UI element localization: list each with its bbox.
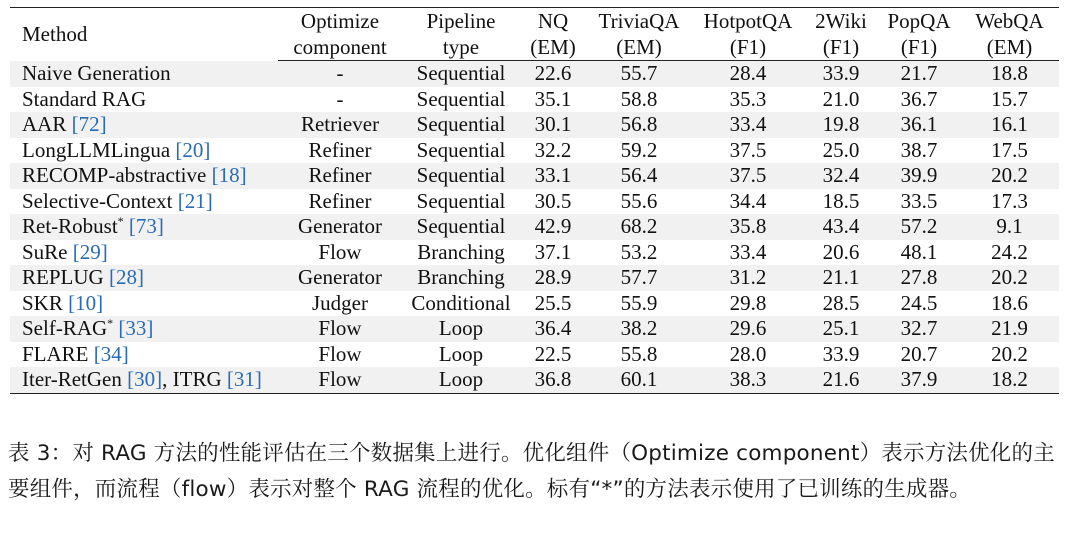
score-cell: 37.1 [534, 239, 572, 264]
pipeline-cell: Sequential [402, 163, 520, 189]
citation-bracket: ] [205, 188, 213, 213]
pipeline-cell: Branching [417, 239, 505, 264]
score-cell: 17.3 [991, 188, 1028, 213]
score-cell: 25.1 [804, 316, 878, 342]
column-header-sub: (EM) [960, 34, 1059, 61]
trained-generator-mark: * [107, 316, 114, 330]
score-cell: 33.4 [729, 239, 767, 264]
table-row [10, 240, 1059, 266]
citation-link: 28 [115, 265, 137, 289]
pipeline-cell: Conditional [411, 290, 511, 315]
score-cell: 35.3 [729, 86, 767, 111]
column-header-sub: component [278, 34, 402, 61]
method-name-extra: , ITRG [162, 367, 222, 391]
table-row [10, 342, 1059, 368]
citation-bracket: [ [128, 214, 136, 238]
citation-link: 34 [100, 341, 122, 366]
column-header-sub: (EM) [586, 34, 692, 61]
score-cell: 34.4 [729, 188, 767, 213]
citation-link: 72 [78, 112, 100, 136]
citation-bracket: ] [254, 367, 262, 391]
component-cell: Judger [312, 290, 368, 315]
method-cell [10, 163, 278, 189]
method-name: Standard RAG [22, 86, 147, 111]
component-cell: Refiner [308, 188, 372, 213]
table-row [10, 291, 1059, 317]
score-cell: 20.7 [900, 341, 938, 366]
score-cell: 43.4 [804, 214, 878, 240]
column-header-sub: (EM) [520, 34, 586, 61]
citation-bracket: ] [155, 367, 163, 391]
score-cell: 33.5 [900, 188, 938, 213]
citation-link: 18 [218, 163, 240, 187]
citation-link: 30 [134, 367, 156, 391]
method-cell [10, 240, 278, 266]
score-cell: 30.1 [520, 112, 586, 138]
component-cell: Flow [278, 367, 402, 393]
citation-bracket: ] [96, 290, 104, 315]
score-cell: 9.1 [960, 214, 1059, 240]
score-cell: 21.6 [804, 367, 878, 393]
method-cell [10, 112, 278, 138]
pipeline-cell: Sequential [416, 137, 506, 162]
component-cell: Generator [278, 214, 402, 240]
citation-bracket: [ [108, 265, 116, 289]
citation-bracket: [ [226, 367, 234, 391]
citation-bracket: [ [177, 188, 185, 213]
citation-link: 20 [182, 137, 204, 162]
score-cell: 36.8 [520, 367, 586, 393]
table-row [10, 265, 1059, 291]
score-cell: 35.1 [534, 86, 572, 111]
score-cell: 32.2 [534, 137, 572, 162]
pipeline-cell: Sequential [416, 86, 506, 111]
component-cell: Retriever [278, 112, 402, 138]
score-cell: 25.5 [534, 290, 572, 315]
method-cell [10, 316, 278, 342]
method-name: RECOMP-abstractive [22, 163, 207, 187]
citation-link: 10 [75, 290, 97, 315]
citation-bracket: [ [72, 239, 80, 264]
citation-link: 29 [79, 239, 101, 264]
trained-generator-mark: * [117, 214, 124, 228]
citation-bracket: [ [127, 367, 135, 391]
method-name: FLARE [22, 341, 89, 366]
score-cell: 56.4 [586, 163, 692, 189]
component-cell: Flow [318, 341, 362, 366]
column-header: WebQA [960, 8, 1059, 35]
score-cell: 18.6 [991, 290, 1028, 315]
pipeline-cell: Loop [402, 316, 520, 342]
method-name: LongLLMLingua [22, 137, 171, 162]
score-cell: 15.7 [991, 86, 1028, 111]
score-cell: 21.7 [878, 61, 960, 87]
method-cell [10, 61, 278, 87]
score-cell: 32.7 [878, 316, 960, 342]
score-cell: 21.1 [804, 265, 878, 291]
method-cell [10, 291, 278, 317]
method-cell [10, 367, 278, 393]
score-cell: 20.2 [991, 341, 1028, 366]
citation-bracket: [ [71, 112, 79, 136]
method-cell [10, 265, 278, 291]
score-cell: 28.0 [729, 341, 767, 366]
score-cell: 19.8 [804, 112, 878, 138]
score-cell: 28.9 [520, 265, 586, 291]
method-cell [10, 87, 278, 113]
score-cell: 28.4 [692, 61, 804, 87]
score-cell: 60.1 [586, 367, 692, 393]
score-cell: 36.4 [520, 316, 586, 342]
column-header: TriviaQA [586, 8, 692, 35]
column-header: Pipeline [402, 8, 520, 35]
method-name: Self-RAG [22, 316, 108, 340]
score-cell: 57.7 [586, 265, 692, 291]
score-cell: 22.6 [520, 61, 586, 87]
citation-link: 33 [125, 316, 147, 340]
citation-bracket: [ [68, 290, 76, 315]
score-cell: 32.4 [804, 163, 878, 189]
table-body [10, 61, 1059, 394]
citation-bracket: ] [121, 341, 129, 366]
score-cell: 29.8 [729, 290, 767, 315]
citation-bracket: [ [175, 137, 183, 162]
score-cell: 55.8 [620, 341, 658, 366]
score-cell: 58.8 [620, 86, 658, 111]
column-header-sub: type [402, 34, 520, 61]
column-header: Method [10, 8, 278, 61]
citation-bracket: [ [211, 163, 219, 187]
citation-bracket: ] [99, 112, 107, 136]
score-cell: 29.6 [692, 316, 804, 342]
column-header: PopQA [878, 8, 960, 35]
component-cell: - [336, 86, 344, 111]
table-row [10, 61, 1059, 87]
score-cell: 38.2 [586, 316, 692, 342]
score-cell: 25.0 [822, 137, 860, 162]
score-cell: 18.5 [822, 188, 860, 213]
score-cell: 17.5 [991, 137, 1028, 162]
score-cell: 56.8 [586, 112, 692, 138]
score-cell: 42.9 [520, 214, 586, 240]
score-cell: 39.9 [878, 163, 960, 189]
pipeline-cell: Sequential [416, 188, 506, 213]
score-cell: 18.8 [960, 61, 1059, 87]
component-cell: Generator [278, 265, 402, 291]
method-name: SKR [22, 290, 63, 315]
table-row [10, 316, 1059, 342]
method-cell [10, 214, 278, 240]
citation-link: 73 [135, 214, 157, 238]
score-cell: 33.9 [822, 341, 860, 366]
table-row [10, 138, 1059, 164]
score-cell: 20.6 [822, 239, 860, 264]
citation-bracket: ] [239, 163, 247, 187]
column-header-sub: (F1) [804, 34, 878, 61]
header-row [10, 8, 1059, 35]
pipeline-cell: Sequential [402, 214, 520, 240]
column-header: NQ [520, 8, 586, 35]
citation-bracket: [ [93, 341, 101, 366]
score-cell: 36.7 [900, 86, 938, 111]
method-name: Iter-RetGen [22, 367, 122, 391]
component-cell: Refiner [308, 137, 372, 162]
results-table [10, 7, 1059, 394]
column-header: HotpotQA [692, 8, 804, 35]
method-name: SuRe [22, 239, 68, 264]
score-cell: 36.1 [878, 112, 960, 138]
citation-bracket: [ [118, 316, 126, 340]
method-cell [10, 342, 278, 368]
citation-bracket: ] [100, 239, 108, 264]
score-cell: 21.0 [822, 86, 860, 111]
component-cell: - [278, 61, 402, 87]
score-cell: 68.2 [586, 214, 692, 240]
score-cell: 38.7 [900, 137, 938, 162]
table-row [10, 163, 1059, 189]
score-cell: 53.2 [620, 239, 658, 264]
method-name: Naive Generation [22, 60, 171, 85]
score-cell: 38.3 [692, 367, 804, 393]
citation-bracket: ] [136, 265, 144, 289]
score-cell: 33.4 [692, 112, 804, 138]
score-cell: 55.9 [620, 290, 658, 315]
score-cell: 20.2 [960, 265, 1059, 291]
table-header [10, 8, 1059, 61]
score-cell: 37.9 [878, 367, 960, 393]
pipeline-cell: Sequential [402, 61, 520, 87]
table-row [10, 189, 1059, 215]
score-cell: 18.2 [960, 367, 1059, 393]
column-header-sub: (F1) [692, 34, 804, 61]
score-cell: 37.5 [692, 163, 804, 189]
table-row [10, 214, 1059, 240]
pipeline-cell: Branching [402, 265, 520, 291]
component-cell: Flow [278, 316, 402, 342]
score-cell: 28.5 [822, 290, 860, 315]
score-cell: 33.1 [520, 163, 586, 189]
score-cell: 37.5 [729, 137, 767, 162]
score-cell: 24.5 [900, 290, 938, 315]
citation-bracket: ] [156, 214, 164, 238]
score-cell: 31.2 [692, 265, 804, 291]
table-row [10, 367, 1059, 393]
score-cell: 57.2 [878, 214, 960, 240]
method-name: Ret-Robust [22, 214, 118, 238]
component-cell: Flow [318, 239, 362, 264]
table-caption: 表 3：对 RAG 方法的性能评估在三个数据集上进行。优化组件（Optimize component）表示方法优化的主要组件，而流程（flow）表示对整个 RAG 流程的优化。标有“*”的方法表示使用了已训练的生成器。 [8, 441, 1055, 502]
method-name: REPLUG [22, 265, 104, 289]
score-cell: 24.2 [991, 239, 1028, 264]
score-cell: 27.8 [878, 265, 960, 291]
score-cell: 33.9 [804, 61, 878, 87]
column-header: Optimize [278, 8, 402, 35]
method-cell [10, 138, 278, 164]
score-cell: 16.1 [960, 112, 1059, 138]
column-header: 2Wiki [804, 8, 878, 35]
pipeline-cell: Loop [438, 341, 484, 366]
score-cell: 22.5 [534, 341, 572, 366]
score-cell: 21.9 [960, 316, 1059, 342]
table-row [10, 112, 1059, 138]
score-cell: 59.2 [620, 137, 658, 162]
method-cell [10, 189, 278, 215]
score-cell: 20.2 [960, 163, 1059, 189]
citation-bracket: ] [203, 137, 211, 162]
table-row [10, 87, 1059, 113]
citation-link: 21 [184, 188, 206, 213]
score-cell: 35.8 [692, 214, 804, 240]
citation-bracket: ] [146, 316, 154, 340]
column-header-sub: (F1) [878, 34, 960, 61]
pipeline-cell: Loop [402, 367, 520, 393]
pipeline-cell: Sequential [402, 112, 520, 138]
score-cell: 55.7 [586, 61, 692, 87]
score-cell: 48.1 [900, 239, 938, 264]
score-cell: 55.6 [620, 188, 658, 213]
method-name: Selective-Context [22, 188, 173, 213]
component-cell: Refiner [278, 163, 402, 189]
citation-link: 31 [233, 367, 255, 391]
method-name: AAR [22, 112, 67, 136]
score-cell: 30.5 [534, 188, 572, 213]
